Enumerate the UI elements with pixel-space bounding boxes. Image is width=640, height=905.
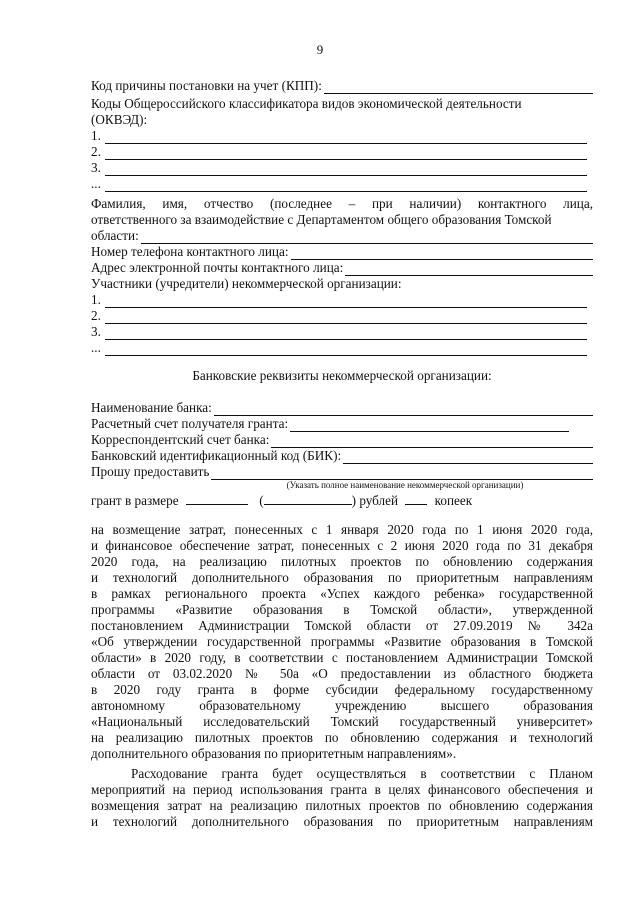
grant-amount-rubles: ) рублей [351, 493, 399, 508]
founder-item-number: 1. [91, 292, 101, 307]
okved-item-number: ... [91, 176, 101, 191]
founder-item-number: 2. [91, 308, 101, 323]
body-line: в рамках регионального проекта «Успех каждого ребенка» государственной [91, 586, 593, 601]
founder-item-more [91, 340, 593, 356]
bik-blank[interactable] [343, 451, 593, 464]
okved-label-line1: Коды Общероссийского классификатора видов экономической деятельности [91, 96, 522, 111]
okved-item-blank[interactable] [105, 179, 587, 192]
okved-item-blank[interactable] [105, 147, 587, 160]
okved-item-blank[interactable] [105, 131, 587, 144]
bank-name-field [91, 400, 593, 416]
okved-item-1 [91, 128, 593, 144]
paragraph2-line: мероприятий на период использования гранта в целях финансового обеспечения и [91, 782, 593, 797]
contact-person-blank[interactable] [141, 231, 593, 244]
body-line: области от 03.02.2020 № 50а «О предоставлении из областного бюджета [91, 666, 593, 681]
body-line: «Национальный исследовательский Томский государственный университет» [91, 714, 593, 729]
bik-field [91, 448, 593, 464]
okved-label-line2: (ОКВЭД): [91, 112, 148, 127]
request-label: Прошу предоставить [91, 464, 210, 479]
founders-label: Участники (учредители) некоммерческой организации: [91, 276, 402, 291]
okved-item-blank[interactable] [105, 163, 587, 176]
contact-person-field [91, 228, 593, 244]
body-line: «Об утверждении государственной программы «Развитие образования в Томской [91, 634, 593, 649]
account-blank[interactable] [290, 419, 569, 432]
account-label: Расчетный счет получателя гранта: [91, 416, 289, 431]
grant-amount-line [91, 492, 593, 509]
kpp-label: Код причины постановки на учет (КПП): [91, 78, 322, 93]
founder-item-blank[interactable] [105, 295, 587, 308]
contact-person-label: области: [91, 228, 139, 243]
grant-amount-digits-blank[interactable] [186, 492, 248, 505]
okved-item-2 [91, 144, 593, 160]
okved-item-number: 2. [91, 144, 101, 159]
page-number: 9 [316, 42, 324, 57]
corr-account-field [91, 432, 593, 448]
okved-item-more [91, 176, 593, 192]
bank-name-label: Наименование банка: [91, 400, 212, 415]
request-field [91, 464, 593, 480]
founder-item-1 [91, 292, 593, 308]
founder-item-blank[interactable] [105, 311, 587, 324]
body-line: на возмещение затрат, понесенных с 1 января 2020 года по 1 июня 2020 года, [91, 522, 593, 537]
grant-amount-kopecks-blank[interactable] [405, 492, 427, 505]
request-organization-blank[interactable] [211, 467, 593, 480]
phone-blank[interactable] [291, 247, 593, 260]
contact-person-text-line1: Фамилия, имя, отчество (последнее – при наличии) контактного лица, [91, 196, 593, 211]
okved-item-3 [91, 160, 593, 176]
founder-item-blank[interactable] [105, 343, 587, 356]
founder-item-3 [91, 324, 593, 340]
grant-amount-label: грант в размере [91, 493, 179, 508]
founder-item-2 [91, 308, 593, 324]
body-line: и финансовое обеспечение затрат, понесенных с 2 июня 2020 года по 31 декабря [91, 538, 593, 553]
founder-item-number: 3. [91, 324, 101, 339]
kpp-field [91, 78, 593, 94]
okved-item-number: 3. [91, 160, 101, 175]
request-hint: (Указать полное наименование некоммерческой организации) [286, 480, 524, 490]
okved-item-number: 1. [91, 128, 101, 143]
body-line: 2020 года, на реализацию пилотных проектов по обновлению содержания [91, 554, 593, 569]
email-label: Адрес электронной почты контактного лица: [91, 260, 344, 275]
body-line: автономному образовательному учреждению высшего образования [91, 698, 593, 713]
body-line: и технологий дополнительного образования по приоритетным направлениям [91, 570, 593, 585]
grant-amount-kopecks: копеек [434, 493, 473, 508]
paragraph2-line: Расходование гранта будет осуществляться в соответствии с Планом [131, 766, 593, 781]
bank-details-heading: Банковские реквизиты некоммерческой организации: [192, 368, 492, 383]
corr-account-label: Корреспондентский счет банка: [91, 432, 270, 447]
email-blank[interactable] [345, 263, 593, 276]
founder-item-number: ... [91, 340, 101, 355]
phone-field [91, 244, 593, 260]
body-line-last: дополнительного образования по приоритетным направлениям». [91, 746, 457, 761]
corr-account-blank[interactable] [271, 435, 593, 448]
paragraph2-line: и технологий дополнительного образования по приоритетным направлениям [91, 814, 593, 829]
paragraph2-line: возмещения затрат на реализацию пилотных проектов по обновлению содержания [91, 798, 593, 813]
bank-name-blank[interactable] [214, 403, 593, 416]
phone-label: Номер телефона контактного лица: [91, 244, 289, 259]
kpp-blank[interactable] [324, 81, 593, 94]
body-line: области» в 2020 году, в соответствии с постановлением Администрации Томской [91, 650, 593, 665]
body-line: программы «Развитие образования в Томской области», утвержденной [91, 602, 593, 617]
bik-label: Банковский идентификационный код (БИК): [91, 448, 342, 463]
grant-amount-open-paren: ( [259, 493, 264, 508]
grant-amount-words-blank[interactable] [264, 492, 352, 505]
account-field [91, 416, 593, 432]
email-field [91, 260, 593, 276]
founder-item-blank[interactable] [105, 327, 587, 340]
body-line: постановлением Администрации Томской области от 27.09.2019 № 342а [91, 618, 593, 633]
body-line: в 2020 году гранта в форме субсидии федеральному государственному [91, 682, 593, 697]
body-line: на реализацию пилотных проектов по обновлению содержания и технологий [91, 730, 593, 745]
contact-person-text-line2: ответственного за взаимодействие с Департаментом общего образования Томской [91, 212, 552, 227]
